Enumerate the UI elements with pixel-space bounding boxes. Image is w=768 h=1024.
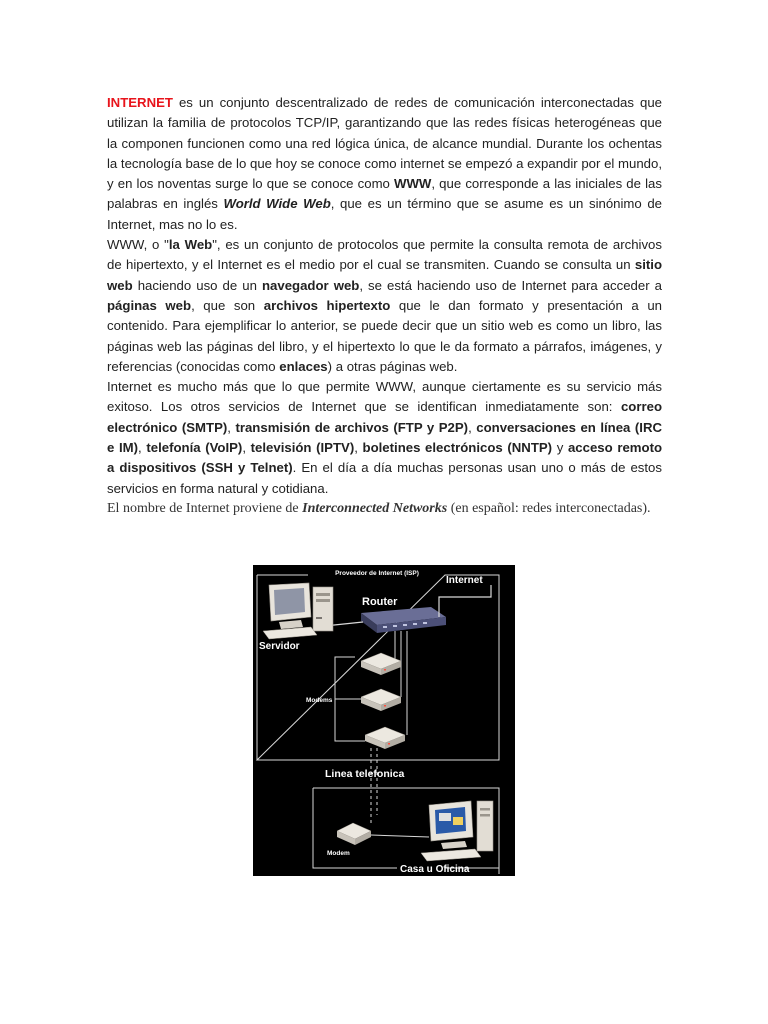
text-run: ,: [138, 440, 147, 456]
service-iptv: televisión (IPTV): [250, 440, 355, 456]
text-run: , que son: [191, 297, 264, 313]
text-run: , que corresponde a las iniciales de las palabras en inglés: [107, 176, 662, 212]
enlaces-term: enlaces: [279, 358, 328, 374]
router-label: Router: [362, 596, 398, 608]
linea-telefonica-label: Linea telefonica: [325, 768, 405, 780]
text-run: ,: [242, 440, 251, 456]
modems-label: Modems: [306, 697, 333, 704]
text-run: ) a otras páginas web.: [327, 358, 458, 374]
text-run: haciendo uso de un: [132, 277, 262, 293]
text-run: ,: [354, 440, 363, 456]
service-ssh: acceso remoto a dispositivos (SSH y Telnet): [107, 440, 663, 476]
text-run: ,: [227, 419, 236, 435]
text-run: es un conjunto descentralizado de redes de comunicación interconectadas que utilizan la familia de protocolos TCP/IP, garantizando que las redes físicas heterogéneas que la componen funcionen como una red lógica única, de alcance mundial. Durante los ochentas la tecnología base de lo que hoy se conoce como internet se empezó a expandir por el mundo, y en los noventas surge lo que se conoce como: [107, 95, 662, 192]
service-smtp: correo electrónico (SMTP): [107, 399, 662, 435]
text-run: El nombre de Internet proviene de: [107, 500, 303, 516]
text-run: (en español: redes interconectadas).: [447, 500, 651, 516]
service-ftp: transmisión de archivos (FTP y P2P): [235, 419, 469, 435]
internet-term: INTERNET: [107, 95, 173, 110]
sitio-web-term: sitio web: [107, 257, 662, 293]
text-run: que le dan formato y presentación a un contenido. Para ejemplificar lo anterior, se puede decir que un sitio web es como un libro, las páginas web las páginas del libro, y el hipertexto lo que le da formato a párrafos, imágenes, y referencias (conocidas como: [107, 297, 663, 374]
www-term: WWW: [394, 176, 432, 192]
service-nntp: boletines electrónicos (NNTP): [362, 440, 553, 456]
interconnected-networks-term: Interconnected Networks: [302, 500, 448, 516]
paginas-web-term: páginas web: [107, 297, 192, 313]
service-irc: conversaciones en línea (IRC e IM): [107, 419, 663, 456]
navegador-web-term: navegador web: [261, 277, 360, 293]
server-computer-icon: [263, 583, 333, 639]
text-run: . En el día a día muchas personas usan uno o más de estos servicios en forma natural y cotidiana.: [107, 460, 662, 496]
service-voip: telefonía (VoIP): [146, 440, 243, 456]
servidor-label: Servidor: [259, 641, 300, 652]
text-run: , que es un término que se asume es un sinónimo de Internet, mas no lo es.: [107, 196, 663, 232]
isp-label: Proveedor de Internet (ISP): [335, 570, 419, 577]
paragraph-name-origin: [107, 500, 662, 518]
casa-oficina-label: Casa u Oficina: [400, 864, 470, 875]
network-diagram: [253, 565, 515, 876]
la-web-term: la Web: [168, 237, 213, 253]
document-body: [107, 93, 662, 518]
text-run: , se está haciendo uso de Internet para acceder a: [359, 277, 662, 293]
world-wide-web-term: World Wide Web: [223, 196, 331, 212]
paragraph-internet-definition: [107, 93, 662, 235]
text-run: y: [552, 440, 568, 456]
paragraph-services: [107, 377, 662, 499]
text-run: ,: [468, 419, 477, 435]
internet-label: Internet: [446, 575, 483, 586]
text-run: Internet es mucho más que lo que permite WWW, aunque ciertamente es su servicio más exitoso. Los otros servicios de Internet que se identifican inmediatamente son:: [107, 379, 662, 415]
modem-label: Modem: [327, 850, 350, 857]
archivos-hipertexto-term: archivos hipertexto: [263, 297, 391, 313]
paragraph-www: [107, 235, 662, 377]
text-run: ", es un conjunto de protocolos que permite la consulta remota de archivos de hipertexto, y el Internet es el medio por el cual se transmiten. Cuando se consulta un: [107, 237, 662, 273]
text-run: WWW, o ": [107, 237, 169, 253]
